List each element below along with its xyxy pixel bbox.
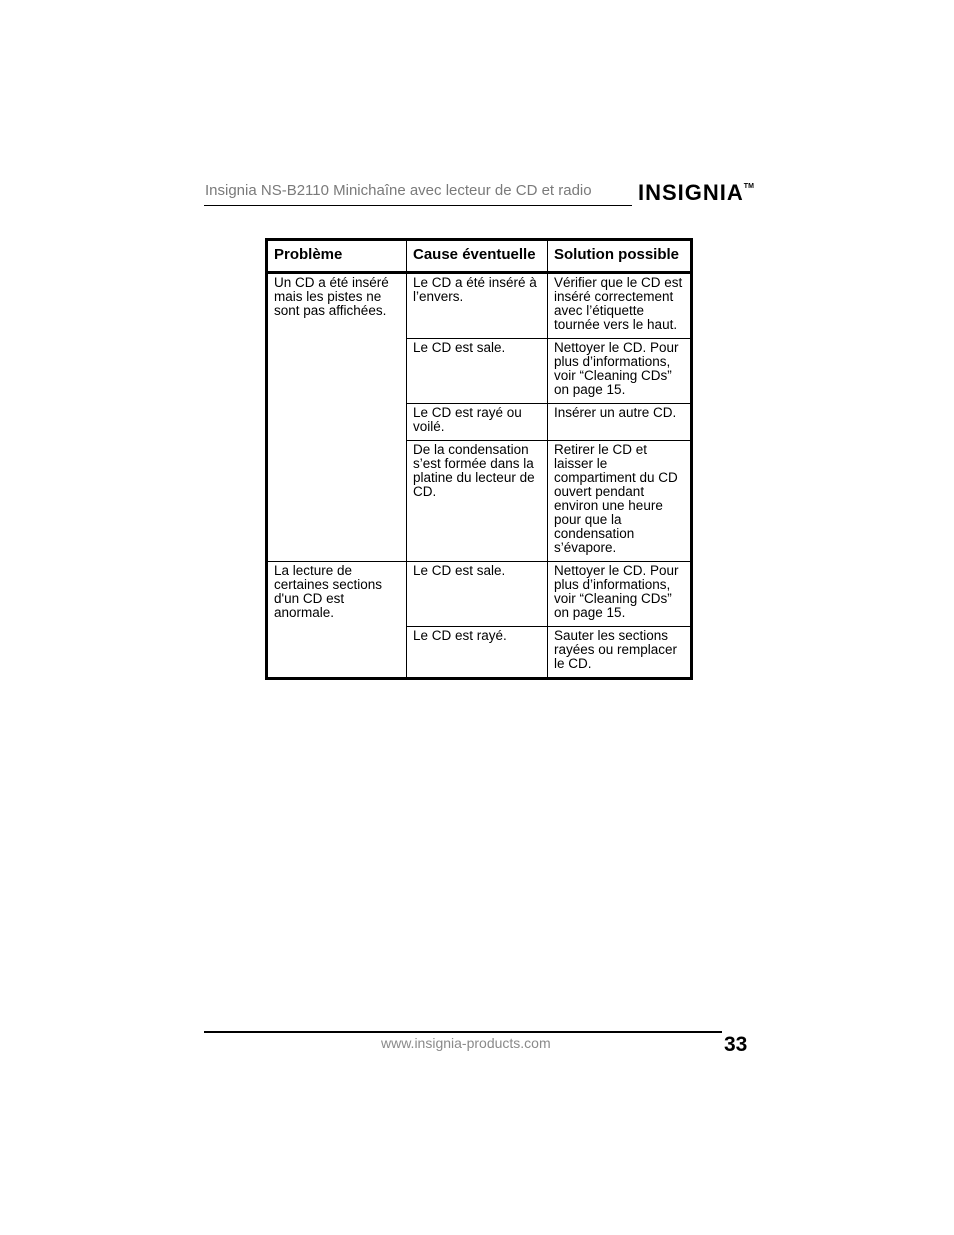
troubleshooting-table xyxy=(265,238,693,680)
header-problem: Problème xyxy=(267,240,407,273)
solution-cell: Nettoyer le CD. Pour plus d’informations, voir “Cleaning CDs” on page 15. xyxy=(548,339,692,404)
table-header-row xyxy=(267,240,692,273)
footer-url: www.insignia-products.com xyxy=(381,1035,551,1051)
solution-cell: Retirer le CD et laisser le compartiment du CD ouvert pendant environ une heure pour que la condensation s’évapore. xyxy=(548,441,692,562)
solution-cell: Sauter les sections rayées ou remplacer le CD. xyxy=(548,627,692,679)
problem-cell: Un CD a été inséré mais les pistes ne sont pas affichées. xyxy=(267,273,407,562)
cause-cell: Le CD a été inséré à l’envers. xyxy=(407,273,548,339)
header-divider xyxy=(204,205,632,206)
logo-trademark: TM xyxy=(743,183,754,190)
header-cause: Cause éventuelle xyxy=(407,240,548,273)
solution-cell: Nettoyer le CD. Pour plus d’informations, voir “Cleaning CDs” on page 15. xyxy=(548,562,692,627)
cause-cell: Le CD est sale. xyxy=(407,339,548,404)
header-solution: Solution possible xyxy=(548,240,692,273)
table-row xyxy=(267,273,692,339)
logo-text: INSIGNIA xyxy=(638,180,744,205)
cause-cell: Le CD est rayé ou voilé. xyxy=(407,404,548,441)
page-number: 33 xyxy=(724,1033,748,1056)
cause-cell: Le CD est rayé. xyxy=(407,627,548,679)
table-row xyxy=(267,562,692,627)
cause-cell: De la condensation s’est formée dans la platine du lecteur de CD. xyxy=(407,441,548,562)
solution-cell: Insérer un autre CD. xyxy=(548,404,692,441)
insignia-logo xyxy=(638,180,754,206)
cause-cell: Le CD est sale. xyxy=(407,562,548,627)
problem-cell: La lecture de certaines sections d'un CD est anormale. xyxy=(274,563,383,620)
solution-cell: Vérifier que le CD est inséré correctement avec l’étiquette tournée vers le haut. xyxy=(548,273,692,339)
footer-divider xyxy=(204,1031,722,1033)
document-title: Insignia NS-B2110 Minichaîne avec lecteur de CD et radio xyxy=(205,182,592,199)
